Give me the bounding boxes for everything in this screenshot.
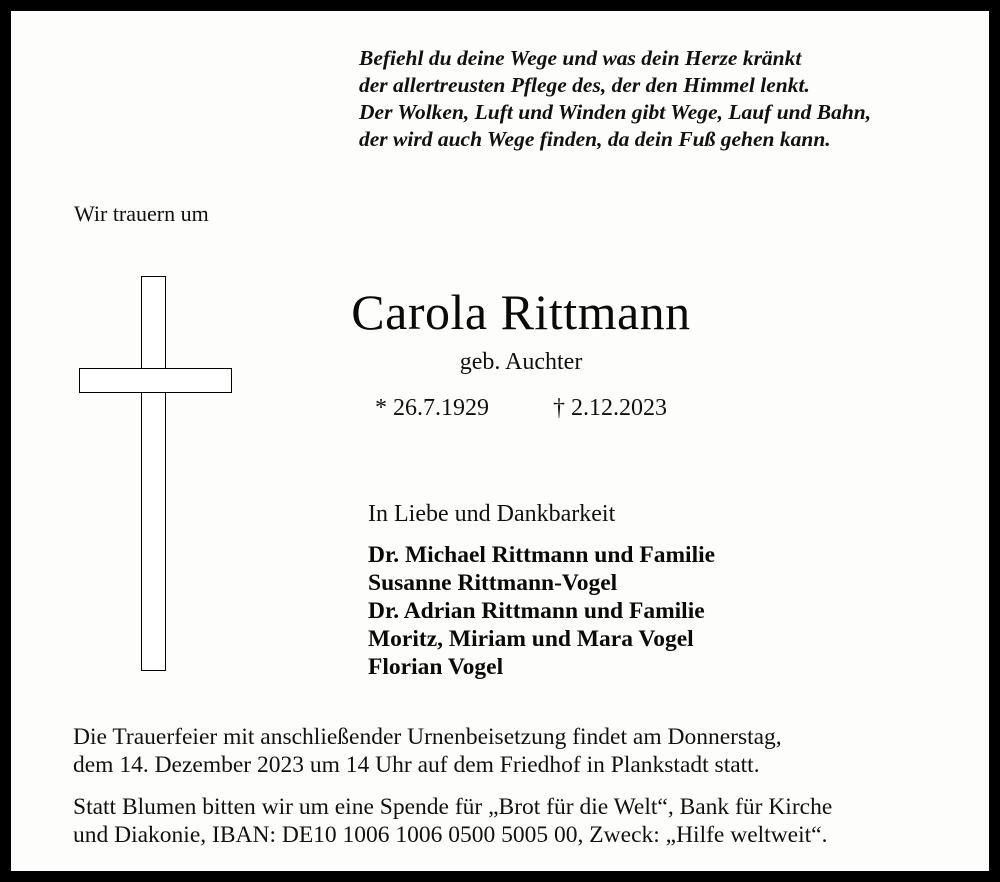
death-date: † 2.12.2023 — [553, 395, 667, 421]
cross-vertical-bar — [141, 276, 166, 671]
notice-inner — [11, 11, 989, 871]
ceremony-line-1: Die Trauerfeier mit anschließender Urnenbeisetzung findet am Donnerstag, — [73, 724, 782, 750]
life-dates — [261, 395, 781, 422]
footer-text — [73, 723, 963, 849]
verse-line-3: Der Wolken, Luft und Winden gibt Wege, Lauf und Bahn, — [359, 100, 872, 124]
birth-date: * 26.7.1929 — [375, 395, 489, 421]
maiden-name: geb. Auchter — [459, 349, 583, 375]
family-member: Florian Vogel — [368, 654, 504, 680]
mourning-intro: Wir trauern um — [74, 201, 209, 226]
donation-line-2: und Diakonie, IBAN: DE10 1006 1006 0500 5005 00, Zweck: „Hilfe weltweit“. — [73, 822, 828, 848]
deceased-block — [261, 281, 781, 422]
verse-block — [359, 45, 871, 153]
donation-line-1: Statt Blumen bitten wir um eine Spende für „Brot für die Welt“, Bank für Kirche — [73, 794, 833, 820]
family-block — [368, 499, 715, 681]
family-member: Dr. Michael Rittmann und Familie — [368, 542, 716, 568]
verse-line-2: der allertreusten Pflege des, der den Himmel lenkt. — [359, 73, 810, 97]
verse-line-4: der wird auch Wege finden, da dein Fuß gehen kann. — [359, 127, 831, 151]
family-member: Moritz, Miriam und Mara Vogel — [368, 626, 694, 652]
family-member: Dr. Adrian Rittmann und Familie — [368, 598, 705, 624]
cross-icon — [79, 276, 239, 671]
cross-center-fill — [143, 370, 165, 392]
ceremony-line-2: dem 14. Dezember 2023 um 14 Uhr auf dem Friedhof in Plankstadt statt. — [73, 752, 760, 778]
family-member: Susanne Rittmann-Vogel — [368, 570, 618, 596]
deceased-name: Carola Rittmann — [351, 284, 691, 340]
verse-line-1: Befiehl du deine Wege und was dein Herze kränkt — [359, 46, 802, 70]
family-lead: In Liebe und Dankbarkeit — [368, 501, 616, 527]
